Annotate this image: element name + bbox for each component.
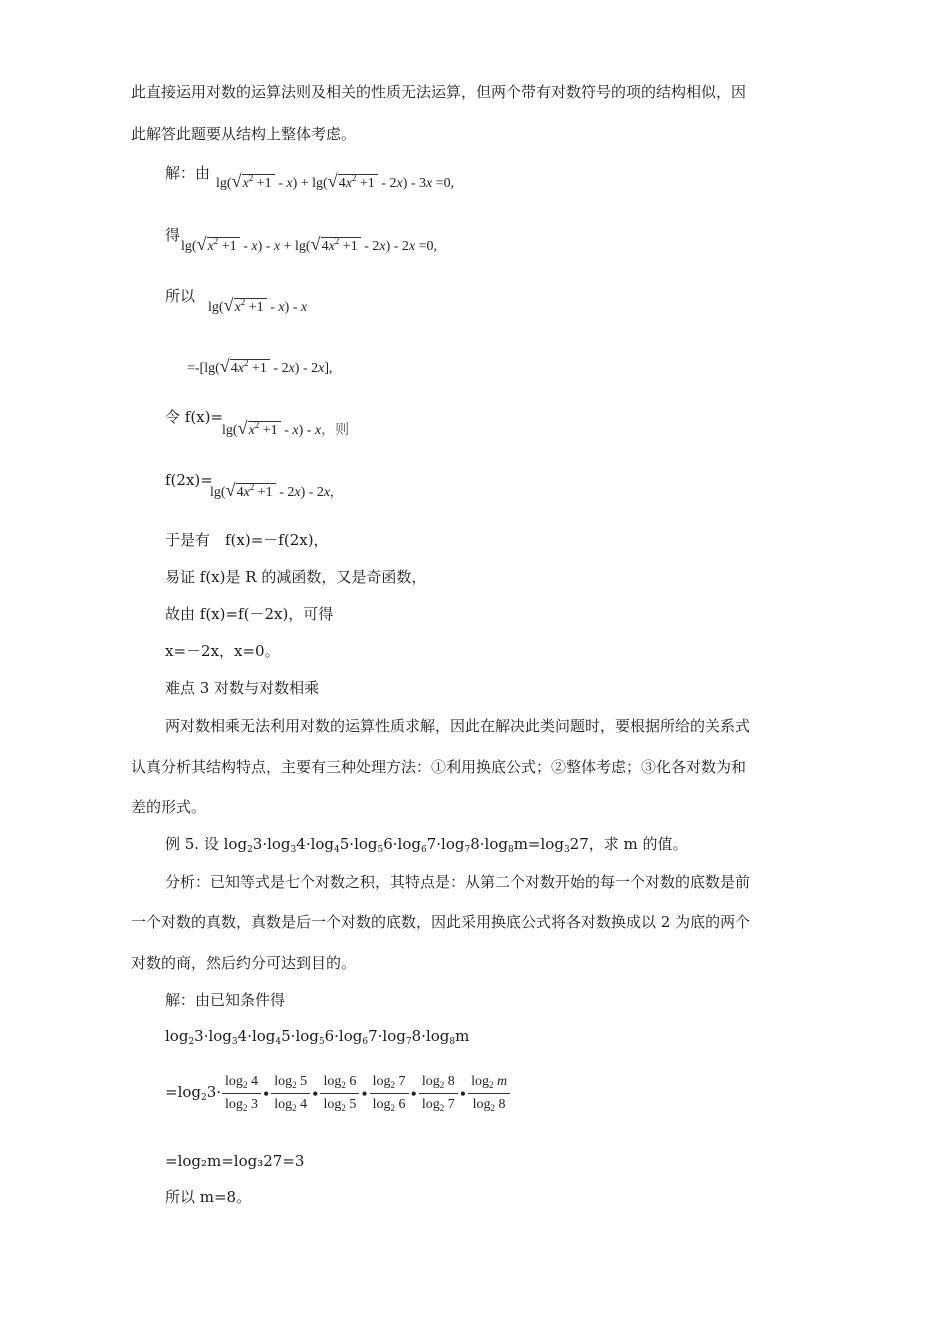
f2x-label: f(2x)= [165, 471, 213, 489]
equation-4: =-[lg(√ $4x^2 +1 - 2x) - 2x$], [187, 359, 333, 379]
equation-2: lg(√ $x^2 +1 - x) - x + \lg(√$ $4x^2 +1 - 2x) - 2x =0$, [181, 237, 437, 257]
paragraph-line: 易证 f(x)是 R 的减函数，又是奇函数， [165, 568, 427, 586]
paragraph-line: 认真分析其结构特点，主要有三种处理方法：①利用换底公式；②整体考虑；③化各对数为和 [131, 758, 747, 776]
example-5: 例 5. 设 $\log_23\cdot\log_34\cdot\log_45\cdot\log_56\cdot\log_67\cdot\log_78\cdot\log_8m=\log_327$，求 m 的值。 [165, 835, 688, 855]
f2x-definition: lg(√ $4x^2 +1 - 2x) - 2x$, [210, 483, 334, 503]
paragraph-line: 于是有 f(x)=－f(2x)， [165, 531, 329, 549]
equation-1: lg(√ $x^2 +1 - x) + \lg(√$ $4x^2 +1 - 2x) - 3x =0$, [216, 174, 454, 194]
fraction-expansion: $=\log_23\cdot$ $\frac{\log_2 4}{\log_2 3}$ • $\frac{\log_2 5}{\log_2 4}$ • $\frac{\log_2 6}{\log_2 5}$ • $\frac{\log_2 7}{\log_2 6}$ • $\frac{\log_2 8}{\log_2 7}$ • $\frac{\log_2 m}{\log_2 8}$ [165, 1070, 511, 1116]
section-heading: 难点 3 对数与对数相乘 [165, 679, 320, 697]
paragraph-line: 分析：已知等式是七个对数之积，其特点是：从第二个对数开始的每一个对数的底数是前 [165, 873, 751, 891]
equation-3: lg(√ $x^2 +1 - x) - x$ [208, 298, 307, 318]
final-equation: =log₂m=log₃27=3 [165, 1152, 305, 1170]
paragraph-line: 两对数相乘无法利用对数的运算性质求解，因此在解决此类问题时，要根据所给的关系式 [165, 717, 751, 735]
solution-label: 解：由 [165, 164, 211, 182]
paragraph-line: 对数的商，然后约分可达到目的。 [131, 954, 357, 972]
paragraph-line: 此解答此题要从结构上整体考虑。 [131, 125, 357, 143]
paragraph-line: 故由 f(x)=f(－2x)，可得 [165, 605, 334, 623]
product-expression: $\log_23\cdot\log_34\cdot\log_45\cdot\log_56\cdot\log_67\cdot\log_78\cdot\log_8m$ [165, 1027, 470, 1047]
suoyi-label: 所以 [165, 287, 196, 305]
conclusion: 所以 m=8。 [165, 1188, 252, 1206]
fx-definition: lg(√ $x^2 +1 - x) - x$，则 [222, 421, 349, 441]
solution-label: 解：由已知条件得 [165, 991, 286, 1009]
paragraph-line: 一个对数的真数，真数是后一个对数的底数，因此采用换底公式将各对数换成以 2 为底的两个 [131, 913, 751, 931]
de-label: 得 [165, 226, 181, 244]
paragraph-line: x=－2x，x=0。 [165, 642, 280, 660]
paragraph-line: 此直接运用对数的运算法则及相关的性质无法运算，但两个带有对数符号的项的结构相似，因 [131, 83, 747, 101]
ling-label: 令 f(x)= [165, 408, 224, 426]
paragraph-line: 差的形式。 [131, 798, 207, 816]
